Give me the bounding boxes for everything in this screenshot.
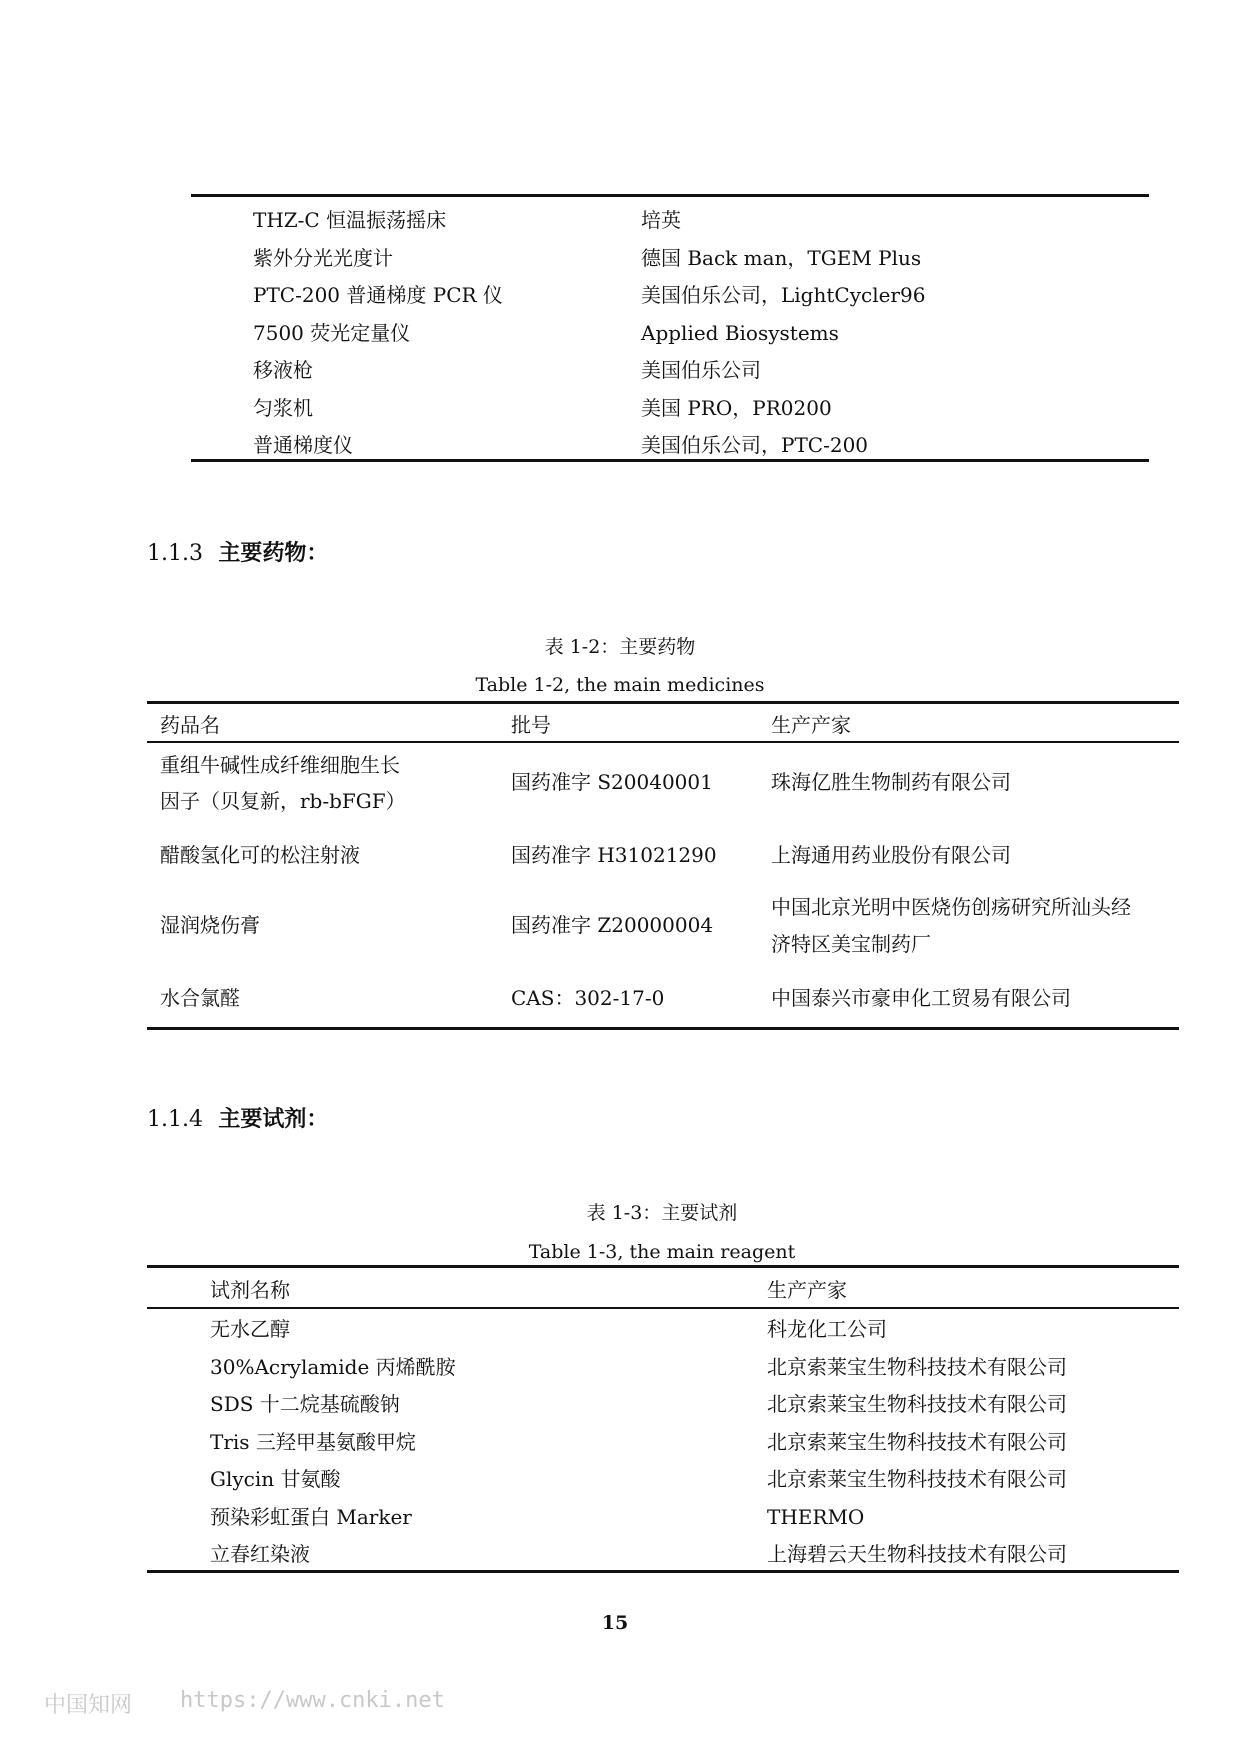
equipment-maker-2: 德国 Back man，TGEM Plus bbox=[641, 246, 922, 270]
medicine-name-2: 醋酸氢化可的松注射液 bbox=[160, 843, 360, 867]
medicine-name-1-line1: 重组牛碱性成纤维细胞生长 bbox=[160, 753, 400, 777]
equipment-maker-6: 美国 PRO，PR0200 bbox=[641, 396, 832, 420]
reagent-maker-5: 北京索莱宝生物科技技术有限公司 bbox=[767, 1467, 1067, 1491]
equipment-maker-5: 美国伯乐公司 bbox=[641, 358, 761, 382]
reagent-maker-6: THERMO bbox=[767, 1505, 865, 1529]
equipment-maker-4: Applied Biosystems bbox=[641, 321, 839, 345]
medicine-batch-3: 国药准字 Z20000004 bbox=[511, 913, 714, 937]
medicine-name-4: 水合氯醛 bbox=[160, 986, 240, 1010]
equipment-table-top-rule bbox=[191, 194, 1149, 197]
medicine-name-1-line2: 因子（贝复新，rb-bFGF） bbox=[160, 789, 406, 813]
watermark-url: https://www.cnki.net bbox=[180, 1688, 445, 1713]
reagent-maker-7: 上海碧云天生物科技技术有限公司 bbox=[767, 1542, 1067, 1566]
medicine-maker-1: 珠海亿胜生物制药有限公司 bbox=[771, 770, 1011, 794]
reagent-name-4: Tris 三羟甲基氨酸甲烷 bbox=[210, 1430, 416, 1454]
equipment-name-7: 普通梯度仪 bbox=[253, 433, 353, 457]
equipment-maker-3: 美国伯乐公司，LightCycler96 bbox=[641, 283, 926, 307]
table-1-2-top-rule bbox=[147, 701, 1179, 704]
table-1-3-bottom-rule bbox=[147, 1570, 1179, 1573]
reagent-name-5: Glycin 甘氨酸 bbox=[210, 1467, 341, 1491]
medicine-name-3: 湿润烧伤膏 bbox=[160, 913, 260, 937]
equipment-name-6: 匀浆机 bbox=[253, 396, 313, 420]
watermark-site: 中国知网 bbox=[44, 1693, 133, 1718]
reagent-maker-3: 北京索莱宝生物科技技术有限公司 bbox=[767, 1392, 1067, 1416]
equipment-name-5: 移液枪 bbox=[253, 358, 313, 382]
medicine-maker-3-line2: 济特区美宝制药厂 bbox=[771, 932, 931, 956]
equipment-name-3: PTC-200 普通梯度 PCR 仪 bbox=[253, 283, 503, 307]
medicine-maker-4: 中国泰兴市豪申化工贸易有限公司 bbox=[771, 986, 1071, 1010]
medicine-maker-3-line1: 中国北京光明中医烧伤创疡研究所汕头经 bbox=[771, 895, 1131, 919]
reagent-name-1: 无水乙醇 bbox=[210, 1317, 290, 1341]
equipment-name-1: THZ-C 恒温振荡摇床 bbox=[253, 208, 447, 232]
table-1-2-header-batch: 批号 bbox=[511, 713, 551, 737]
table-1-3-header-maker: 生产产家 bbox=[767, 1278, 847, 1302]
equipment-name-4: 7500 荧光定量仪 bbox=[253, 321, 411, 345]
section-number: 1.1.3 bbox=[147, 541, 203, 566]
equipment-maker-1: 培英 bbox=[641, 208, 681, 232]
table-1-3-header-name: 试剂名称 bbox=[210, 1278, 290, 1302]
table-1-2-header-rule bbox=[147, 741, 1179, 743]
section-title: 主要试剂： bbox=[218, 1106, 329, 1132]
equipment-table-bottom-rule bbox=[191, 459, 1149, 462]
medicine-batch-1: 国药准字 S20040001 bbox=[511, 770, 713, 794]
section-number: 1.1.4 bbox=[147, 1107, 203, 1132]
reagent-name-7: 立春红染液 bbox=[210, 1542, 310, 1566]
medicine-batch-2: 国药准字 H31021290 bbox=[511, 843, 717, 867]
reagent-maker-2: 北京索莱宝生物科技技术有限公司 bbox=[767, 1355, 1067, 1379]
table-1-2-header-name: 药品名 bbox=[160, 713, 220, 737]
table-1-2-header-maker: 生产产家 bbox=[771, 713, 851, 737]
table-1-3-top-rule bbox=[147, 1265, 1179, 1268]
page-number: 15 bbox=[601, 1612, 629, 1634]
reagent-name-2: 30%Acrylamide 丙烯酰胺 bbox=[210, 1355, 456, 1379]
medicine-maker-2: 上海通用药业股份有限公司 bbox=[771, 843, 1011, 867]
table-1-2-caption-cn: 表 1-2：主要药物 bbox=[544, 636, 696, 658]
equipment-maker-7: 美国伯乐公司，PTC-200 bbox=[641, 433, 869, 457]
table-1-3-caption-cn: 表 1-3：主要试剂 bbox=[586, 1202, 738, 1224]
medicine-batch-4: CAS：302-17-0 bbox=[511, 986, 665, 1010]
equipment-name-2: 紫外分光光度计 bbox=[253, 246, 393, 270]
reagent-name-6: 预染彩虹蛋白 Marker bbox=[210, 1505, 412, 1529]
table-1-2-bottom-rule bbox=[147, 1027, 1179, 1030]
section-heading-1-1-4 bbox=[147, 1106, 328, 1133]
section-heading-1-1-3 bbox=[147, 540, 328, 567]
table-1-2-caption-en: Table 1-2, the main medicines bbox=[475, 674, 765, 696]
section-title: 主要药物： bbox=[218, 540, 329, 566]
reagent-maker-4: 北京索莱宝生物科技技术有限公司 bbox=[767, 1430, 1067, 1454]
reagent-name-3: SDS 十二烷基硫酸钠 bbox=[210, 1392, 400, 1416]
table-1-3-header-rule bbox=[147, 1307, 1179, 1309]
reagent-maker-1: 科龙化工公司 bbox=[767, 1317, 887, 1341]
table-1-3-caption-en: Table 1-3, the main reagent bbox=[528, 1241, 796, 1263]
